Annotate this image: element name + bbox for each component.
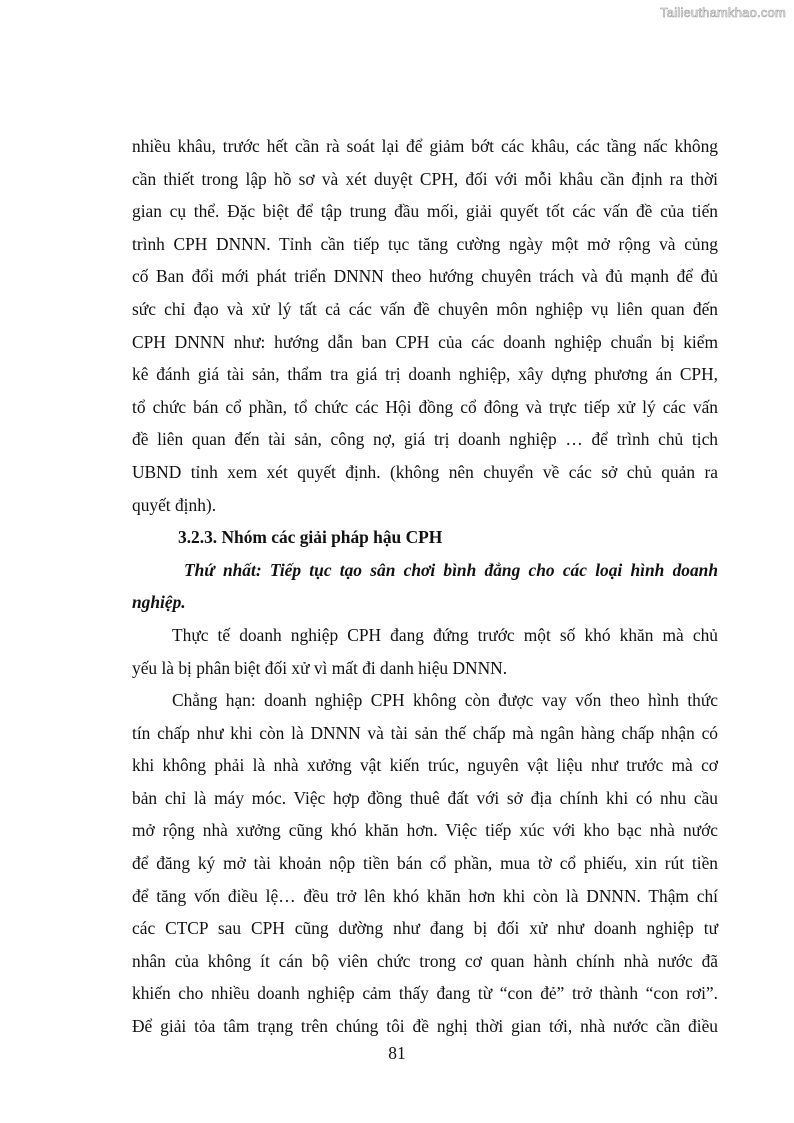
text-line: để đăng ký mở tài khoản nộp tiền bán cổ phần, mua tờ cổ phiếu, xin rút tiền xyxy=(132,853,718,874)
text-line: tổ chức bán cổ phần, tổ chức các Hội đồng cổ đông và trực tiếp xử lý các vấn xyxy=(132,396,718,417)
text-line: khi không phải là nhà xưởng vật kiến trúc, nguyên vật liệu như trước mà cơ xyxy=(132,755,718,776)
subheading xyxy=(132,554,718,619)
watermark: Tailieuthamkhao.com xyxy=(660,5,786,20)
text-line: trình CPH DNNN. Tỉnh cần tiếp tục tăng cường ngày một mở rộng và củng xyxy=(132,233,718,254)
subheading-line: Thứ nhất: Tiếp tục tạo sân chơi bình đẳng cho các loại hình doanh xyxy=(184,559,718,580)
text-line: khiến cho nhiều doanh nghiệp cảm thấy đang từ “con đẻ” trở thành “con rơi”. xyxy=(132,983,718,1004)
page-body xyxy=(132,130,718,1043)
text-line: sức chỉ đạo và xử lý tất cả các vấn đề chuyên môn nghiệp vụ liên quan đến xyxy=(132,298,718,319)
text-line: nhân của không ít cán bộ viên chức trong cơ quan hành chính nhà nước đã xyxy=(132,950,718,971)
text-line: nhiều khâu, trước hết cần rà soát lại để giảm bớt các khâu, các tầng nấc không xyxy=(132,136,718,156)
text-line: tín chấp như khi còn là DNNN và tài sản thế chấp mà ngân hàng chấp nhận có xyxy=(132,722,718,743)
subheading-line: nghiệp. xyxy=(132,592,186,613)
text-line: các CTCP sau CPH cũng dường như đang bị đối xử như doanh nghiệp tư xyxy=(132,918,718,939)
text-line: Thực tế doanh nghiệp CPH đang đứng trước một số khó khăn mà chủ xyxy=(172,624,718,645)
text-line: để tăng vốn điều lệ… đều trở lên khó khăn hơn khi còn là DNNN. Thậm chí xyxy=(132,885,718,906)
text-line: yếu là bị phân biệt đối xử vì mất đi danh hiệu DNNN. xyxy=(132,657,508,678)
text-line: Chẳng hạn: doanh nghiệp CPH không còn được vay vốn theo hình thức xyxy=(172,690,718,711)
text-line: kê đánh giá tài sản, thẩm tra giá trị doanh nghiệp, xây dựng phương án CPH, xyxy=(132,364,718,385)
text-line: CPH DNNN như: hướng dẫn ban CPH của các doanh nghiệp chuẩn bị kiểm xyxy=(132,331,718,352)
paragraph-3 xyxy=(132,684,718,1043)
text-line: bản chỉ là máy móc. Việc hợp đồng thuê đất với sở địa chính khi có nhu cầu xyxy=(132,787,718,808)
paragraph-1 xyxy=(132,130,718,521)
page-number: 81 xyxy=(388,1043,406,1063)
text-line: đề liên quan đến tài sản, công nợ, giá trị doanh nghiệp … để trình chủ tịch xyxy=(132,429,718,450)
text-line: cố Ban đổi mới phát triển DNNN theo hướng chuyên trách và đủ mạnh để đủ xyxy=(132,266,718,287)
text-line: cần thiết trong lập hồ sơ và xét duyệt CPH, đối với mỗi khâu cần định ra thời xyxy=(132,168,718,189)
text-line: mở rộng nhà xưởng cũng khó khăn hơn. Việc tiếp xúc với kho bạc nhà nước xyxy=(132,820,718,841)
text-line: UBND tỉnh xem xét quyết định. (không nên chuyển về các sở chủ quản ra xyxy=(132,461,718,482)
text-line: quyết định). xyxy=(132,494,217,515)
paragraph-2 xyxy=(132,619,718,684)
section-heading: 3.2.3. Nhóm các giải pháp hậu CPH xyxy=(178,527,443,548)
text-line: gian cụ thể. Đặc biệt để tập trung đầu mối, giải quyết tốt các vấn đề của tiến xyxy=(132,201,718,222)
text-line: Để giải tỏa tâm trạng trên chúng tôi đề nghị thời gian tới, nhà nước cần điều xyxy=(132,1016,718,1037)
